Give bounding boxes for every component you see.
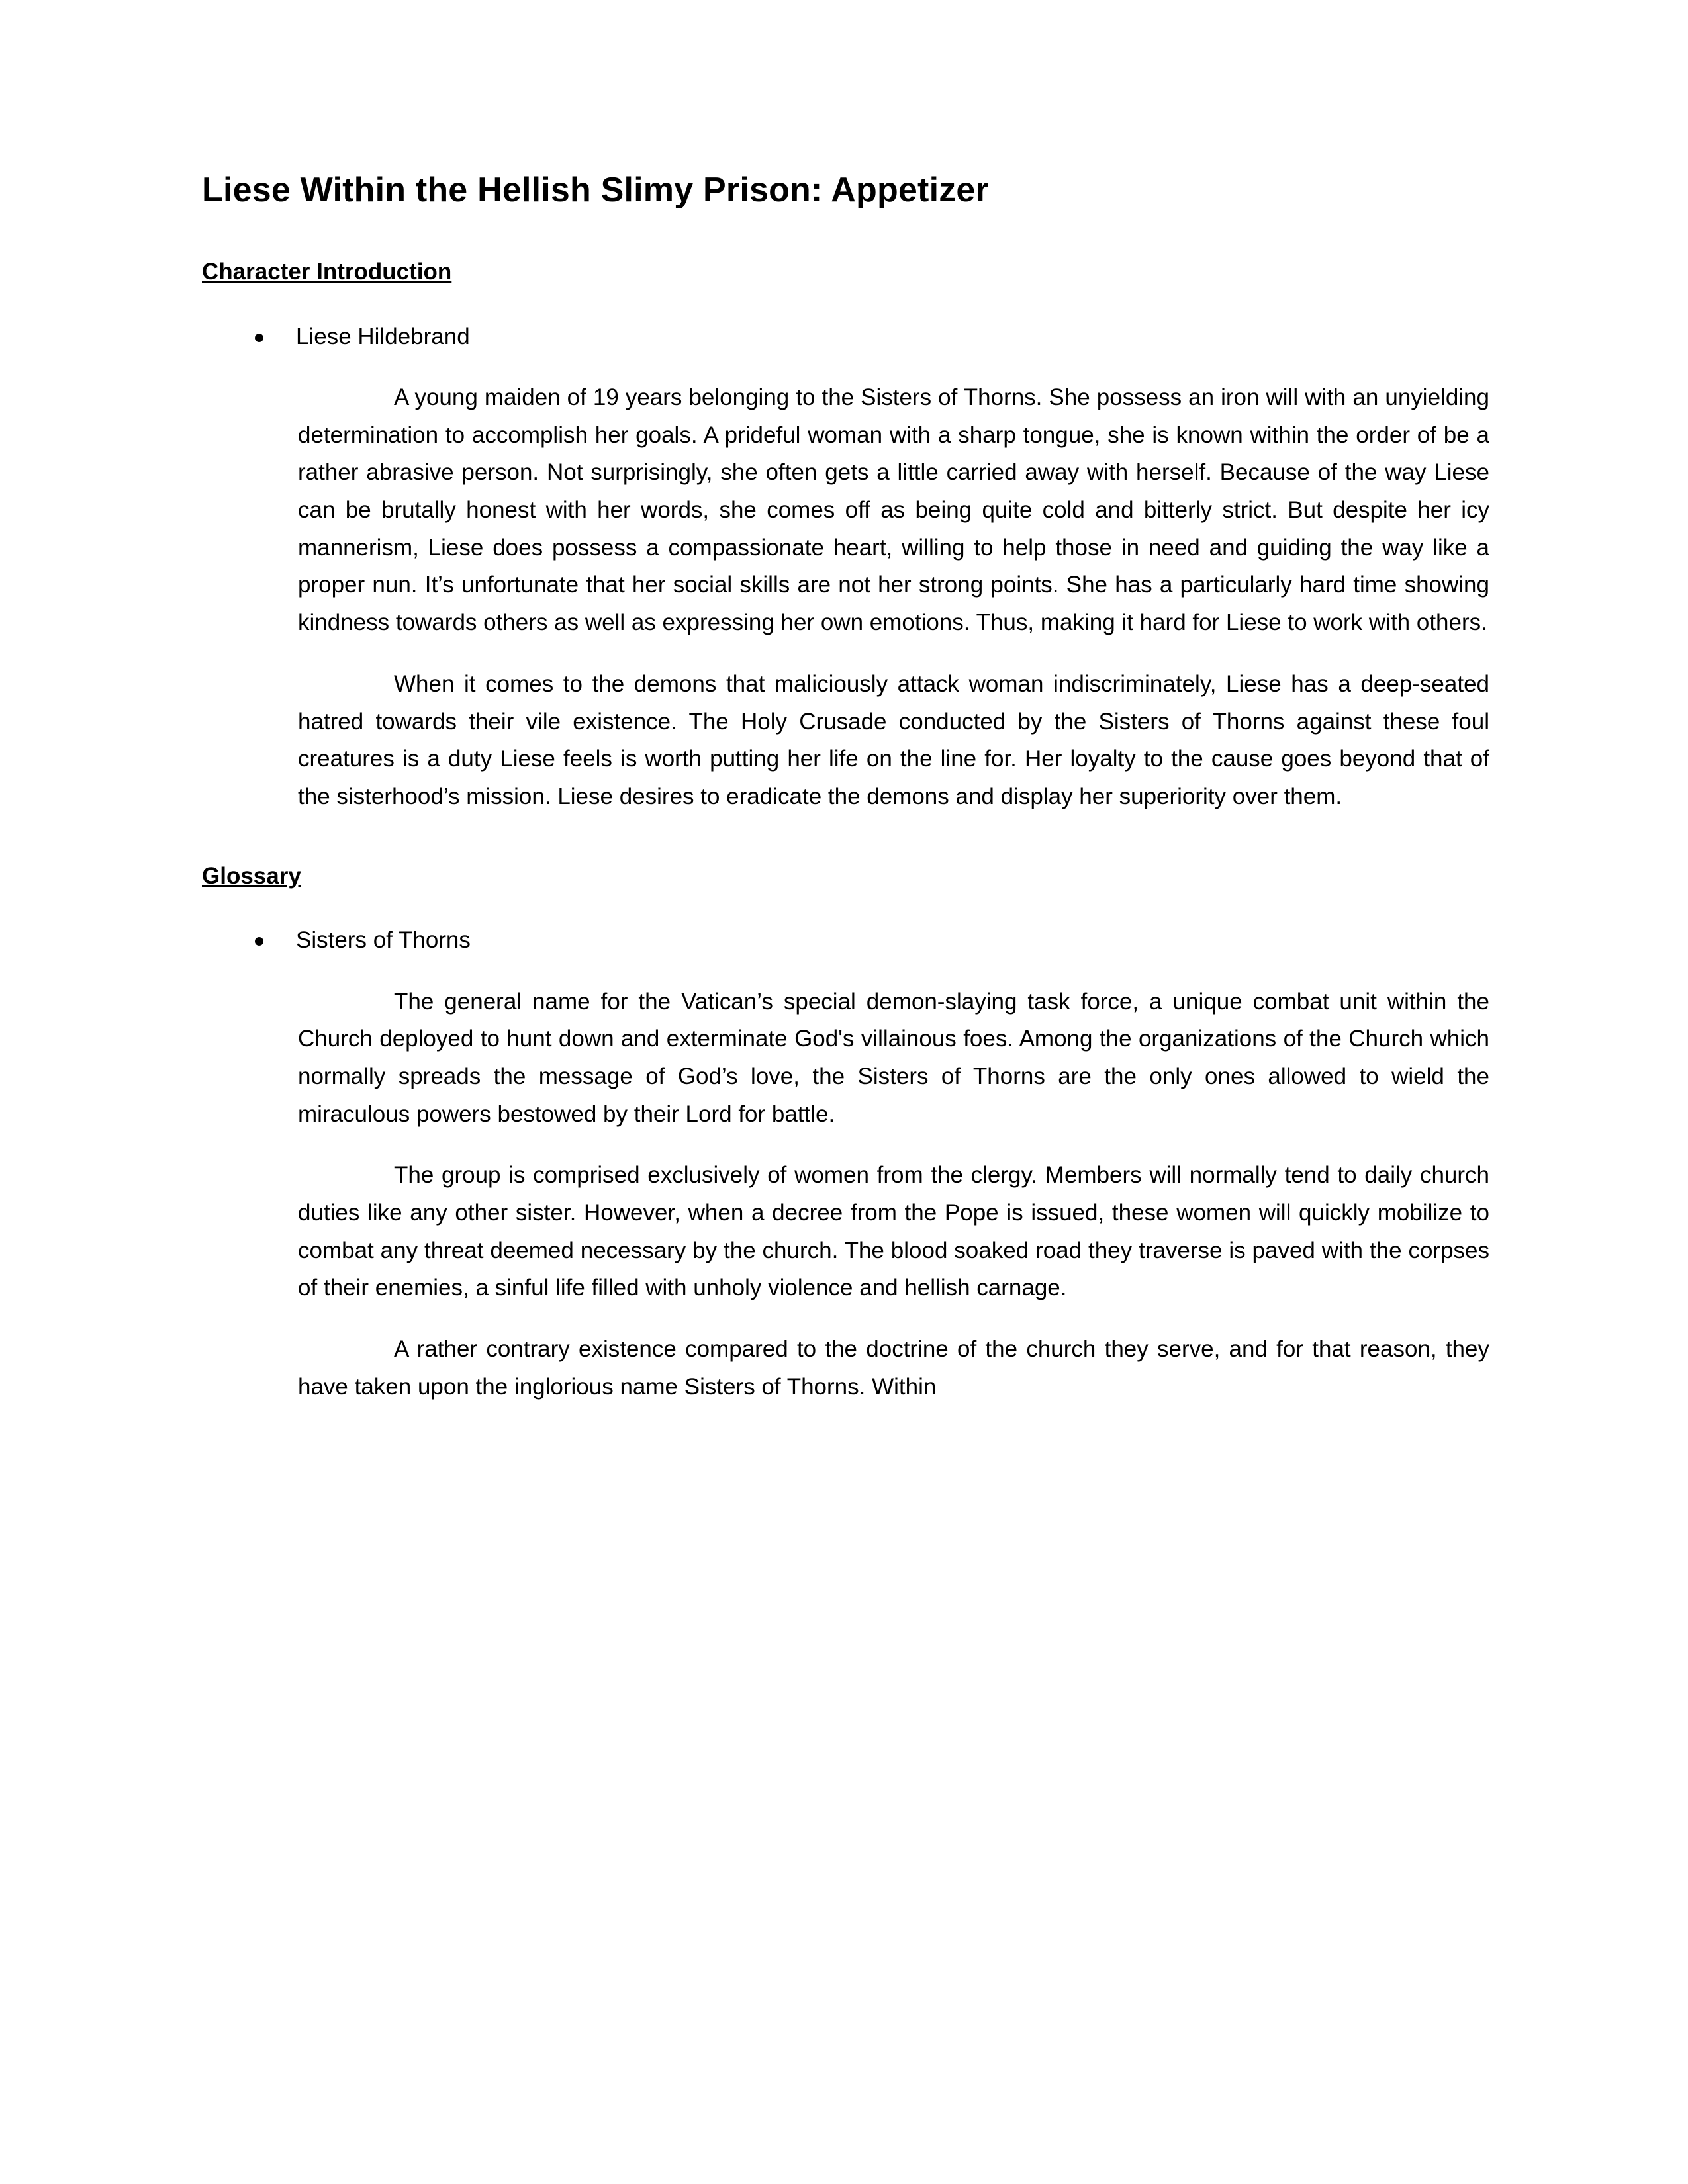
list-item-label: Liese Hildebrand [296, 323, 470, 349]
page-title: Liese Within the Hellish Slimy Prison: Appetizer [202, 171, 989, 209]
bullet-dot-icon [255, 334, 263, 342]
paragraph: A young maiden of 19 years belonging to the Sisters of Thorns. She possess an iron will with an unyielding determination to accomplish her goals. A prideful woman with a sharp tongue, she is known within the order of be a rather abrasive person. Not surprisingly, she often gets a little carried away with herself. Because of the way Liese can be brutally honest with her words, she comes off as being quite cold and bitterly strict. But despite her icy mannerism, Liese does possess a compassionate heart, willing to help those in need and guiding the way like a proper nun. It’s unfortunate that her social skills are not her strong points. She has a particularly hard time showing kindness towards others as well as expressing her own emotions. Thus, making it hard for Liese to work with others. [298, 385, 1489, 636]
glossary-bullet-list [202, 925, 1489, 956]
list-item-label: Sisters of Thorns [296, 927, 471, 954]
list-item [255, 322, 1489, 352]
glossary-body [202, 983, 1489, 1406]
paragraph: The group is comprised exclusively of women from the clergy. Members will normally tend to daily church duties like any other sister. However, when a decree from the Pope is issued, these women will quickly mobilize to combat any threat deemed necessary by the church. The blood soaked road they traverse is paved with the corpses of their enemies, a sinful life filled with unholy violence and hellish carnage. [298, 1162, 1489, 1301]
character-introduction-body [202, 379, 1489, 816]
section-heading-character-introduction: Character Introduction [202, 259, 452, 285]
list-item [255, 925, 1489, 956]
paragraph: When it comes to the demons that maliciously attack woman indiscriminately, Liese has a deep-seated hatred towards their vile existence. The Holy Crusade conducted by the Sisters of Thorns against these foul creatures is a duty Liese feels is worth putting her life on the line for. Her loyalty to the cause goes beyond that of the sisterhood’s mission. Liese desires to eradicate the demons and display her superiority over them. [298, 670, 1489, 809]
section-heading-glossary: Glossary [202, 862, 301, 889]
paragraph: A rather contrary existence compared to the doctrine of the church they serve, and for that reason, they have taken upon the inglorious name Sisters of Thorns. Within [298, 1336, 1489, 1400]
paragraph: The general name for the Vatican’s special demon-slaying task force, a unique combat unit within the Church deployed to hunt down and exterminate God's villainous foes. Among the organizations of the Church which normally spreads the message of God’s love, the Sisters of Thorns are the only ones allowed to wield the miraculous powers bestowed by their Lord for battle. [298, 988, 1489, 1127]
character-bullet-list [202, 322, 1489, 352]
bullet-dot-icon [255, 937, 263, 946]
